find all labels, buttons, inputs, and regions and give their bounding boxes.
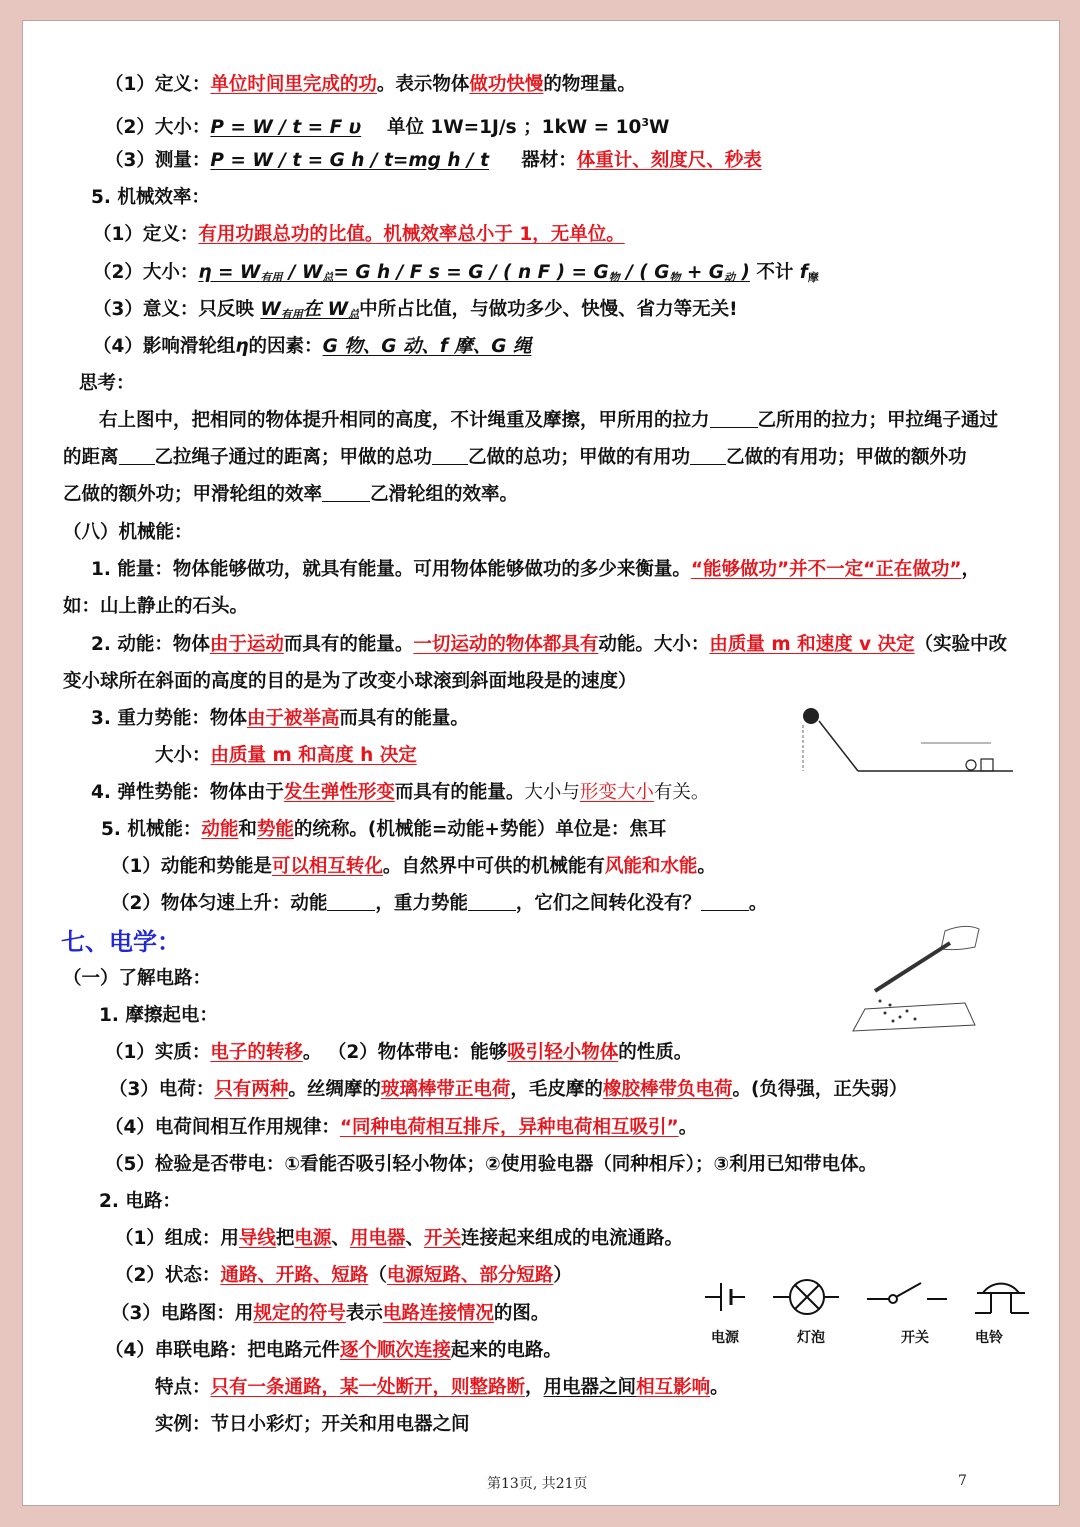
circuit-2: （2）状态：通路、开路、短路（电源短路、部分短路） [115, 1265, 572, 1286]
think-line-3: 乙做的额外功；甲滑轮组的效率 乙滑轮组的效率。 [63, 484, 519, 505]
energy-point-4: 4. 弹性势能：物体由于发生弹性形变而具有的能量。大小与形变大小有关。 [91, 782, 710, 803]
circuit-symbols [699, 1269, 1039, 1329]
power-measure: （3）测量：P = W / t = G h / t=mg h / t 器材：体重计、刻度尺、秒表 [105, 150, 762, 171]
rod-attraction-illustration [845, 921, 985, 1033]
energy-point-5-1: （1）动能和势能是可以相互转化。自然界中可供的机械能有风能和水能。 [111, 856, 716, 877]
energy-point-1-example: 如：山上静止的石头。 [63, 596, 249, 617]
efficiency-formula: （2）大小：$\eta = W_{有用} / W_总= G$ h / F s = G / ( n F ) = $G_物$ / ( $G_物 + G_动$ ) 不计 $f_摩$ [93, 262, 819, 284]
friction-title: 1. 摩擦起电： [99, 1005, 218, 1026]
energy-point-3: 3. 重力势能：物体由于被举高而具有的能量。 [91, 708, 469, 729]
energy-point-2: 2. 动能：物体由于运动而具有的能量。一切运动的物体都具有动能。大小：由质量 m 和速度 v 决定（实验中改 [91, 634, 1008, 655]
symbol-label-battery: 电源 [711, 1330, 739, 1346]
energy-point-3-size: 大小：由质量 m 和高度 h 决定 [155, 745, 417, 766]
think-line-2: 的距离 乙拉绳子通过的距离；甲做的总功 乙做的总功；甲做的有用功 乙做的有用功；甲做的额外功 [63, 447, 967, 468]
page-number: 7 [958, 1473, 967, 1489]
circuit-title: 2. 电路： [99, 1191, 181, 1212]
circuit-example: 实例：节日小彩灯；开关和用电器之间 [155, 1414, 470, 1435]
power-definition: （1）定义：单位时间里完成的功。表示物体做功快慢的物理量。 [105, 74, 636, 95]
symbol-label-bell: 电铃 [975, 1330, 1003, 1346]
energy-title: （八）机械能： [63, 522, 193, 543]
think-title: 思考： [79, 373, 135, 394]
symbol-label-lamp: 灯泡 [797, 1330, 825, 1346]
symbol-label-switch: 开关 [901, 1330, 929, 1346]
circuit-1: （1）组成：用导线把电源、用电器、开关连接起来组成的电流通路。 [115, 1228, 683, 1249]
battery-symbol-icon [705, 1283, 745, 1311]
efficiency-title: 5. 机械效率： [91, 187, 210, 208]
efficiency-meaning: （3）意义：只反映 $W_{有用}$在 $W_总$中所占比值，与做功多少、快慢、省力等无关! [93, 299, 738, 321]
circuit-features: 特点：只有一条通路，某一处断开，则整路断，用电器之间相互影响。 [155, 1377, 729, 1398]
switch-symbol-icon [867, 1283, 947, 1303]
energy-point-5-2: （2）物体匀速上升：动能 ，重力势能 ，它们之间转化没有？ 。 [111, 893, 768, 914]
energy-point-5: 5. 机械能：动能和势能的统称。(机械能=动能+势能）单位是：焦耳 [101, 819, 667, 840]
efficiency-factors: （4）影响滑轮组η的因素：G 物、G 动、f 摩、G 绳 [93, 336, 532, 357]
friction-5: （5）检验是否带电：①看能否吸引轻小物体；②使用验电器（同种相斥）；③利用已知带电体。 [105, 1154, 878, 1175]
efficiency-definition: （1）定义：有用功跟总功的比值。机械效率总小于 1，无单位。 [93, 224, 625, 245]
electricity-heading: 七、电学： [61, 928, 181, 956]
ball-icon [803, 708, 819, 724]
slope-diagram [793, 703, 1023, 778]
energy-point-1: 1. 能量：物体能够做功，就具有能量。可用物体能够做功的多少来衡量。“能够做功”并不一定“正在做功”， [91, 559, 980, 580]
circuit-3: （3）电路图：用规定的符号表示电路连接情况的图。 [111, 1303, 550, 1324]
document-page [22, 20, 1060, 1506]
think-line-1: 右上图中，把相同的物体提升相同的高度，不计绳重及摩擦，甲所用的拉力 乙所用的拉力；甲拉绳子通过 [99, 410, 999, 431]
page-footer: 第13页, 共21页 [487, 1476, 588, 1492]
circuit-subheading: （一）了解电路： [63, 968, 212, 989]
lamp-symbol-icon [773, 1280, 839, 1314]
circuit-4: （4）串联电路：把电路元件逐个顺次连接起来的电路。 [105, 1340, 562, 1361]
energy-point-2-cont: 变小球所在斜面的高度的目的是为了改变小球滚到斜面地段是的速度） [63, 671, 637, 692]
friction-3: （3）电荷：只有两种。丝绸摩的玻璃棒带正电荷，毛皮摩的橡胶棒带负电荷。(负得强，正失弱） [109, 1079, 908, 1100]
power-size: （2）大小：P = W / t = F υ 单位 1W=1J/s ；$1kW = 10^3W$ [105, 116, 670, 138]
friction-4: （4）电荷间相互作用规律：“同种电荷相互排斥，异种电荷相互吸引”。 [105, 1117, 698, 1138]
bell-symbol-icon [975, 1284, 1029, 1313]
friction-1: （1）实质：电子的转移。 （2）物体带电：能够吸引轻小物体的性质。 [105, 1042, 693, 1063]
